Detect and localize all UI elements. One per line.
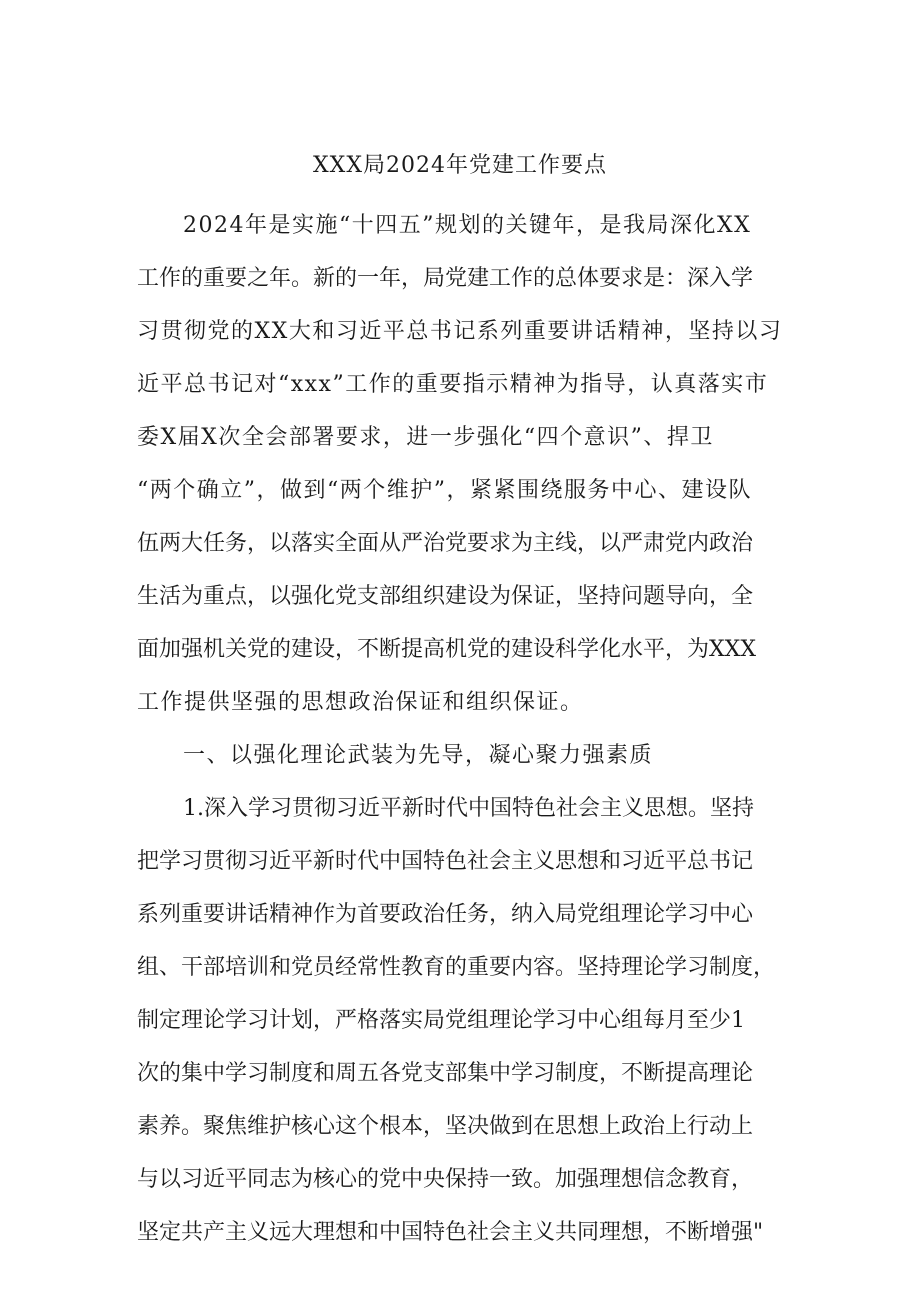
paragraph-line: 近平总书记对“xxx”工作的重要指示精神为指导，认真落实市 <box>137 372 769 397</box>
paragraph-line: 2024年是实施“十四五”规划的关键年，是我局深化XX <box>183 213 752 238</box>
paragraph-line: 生活为重点，以强化党支部组织建设为保证，坚持问题导向，全 <box>137 584 754 609</box>
paragraph-line: 坚定共产主义远大理想和中国特色社会主义共同理想，不断增强" <box>137 1220 764 1245</box>
paragraph-line: 把学习贯彻习近平新时代中国特色社会主义思想和习近平总书记 <box>137 849 754 874</box>
paragraph-line: 组、干部培训和党员经常性教育的重要内容。坚持理论学习制度， <box>137 955 776 980</box>
paragraph-line: 习贯彻党的XX大和习近平总书记系列重要讲话精神，坚持以习 <box>137 319 783 344</box>
paragraph-line: 工作提供坚强的思想政治保证和组织保证。 <box>137 690 584 715</box>
paragraph-line: 1.深入学习贯彻习近平新时代中国特色社会主义思想。坚持 <box>183 796 754 821</box>
paragraph-line: 伍两大任务，以落实全面从严治党要求为主线，以严肃党内政治 <box>137 531 754 556</box>
paragraph-line: 面加强机关党的建设，不断提高机党的建设科学化水平，为XXX <box>137 637 756 662</box>
paragraph-line: 工作的重要之年。新的一年，局党建工作的总体要求是：深入学 <box>137 266 754 291</box>
paragraph-line: “两个确立”，做到“两个维护”，紧紧围绕服务中心、建设队 <box>137 478 752 503</box>
paragraph-line: 次的集中学习制度和周五各党支部集中学习制度，不断提高理论 <box>137 1061 754 1086</box>
document-title: XXX局2024年党建工作要点 <box>313 153 607 178</box>
paragraph-line: 系列重要讲话精神作为首要政治任务，纳入局党组理论学习中心 <box>137 902 754 927</box>
paragraph-line: 素养。聚焦维护核心这个根本，坚决做到在思想上政治上行动上 <box>137 1114 754 1139</box>
paragraph-line: 与以习近平同志为核心的党中央保持一致。加强理想信念教育， <box>137 1167 754 1192</box>
paragraph-line: 委X届X次全会部署要求，进一步强化“四个意识”、捍卫 <box>137 425 714 450</box>
section-heading: 一、以强化理论武装为先导，凝心聚力强素质 <box>183 743 654 768</box>
paragraph-line: 制定理论学习计划，严格落实局党组理论学习中心组每月至少1 <box>137 1008 745 1033</box>
